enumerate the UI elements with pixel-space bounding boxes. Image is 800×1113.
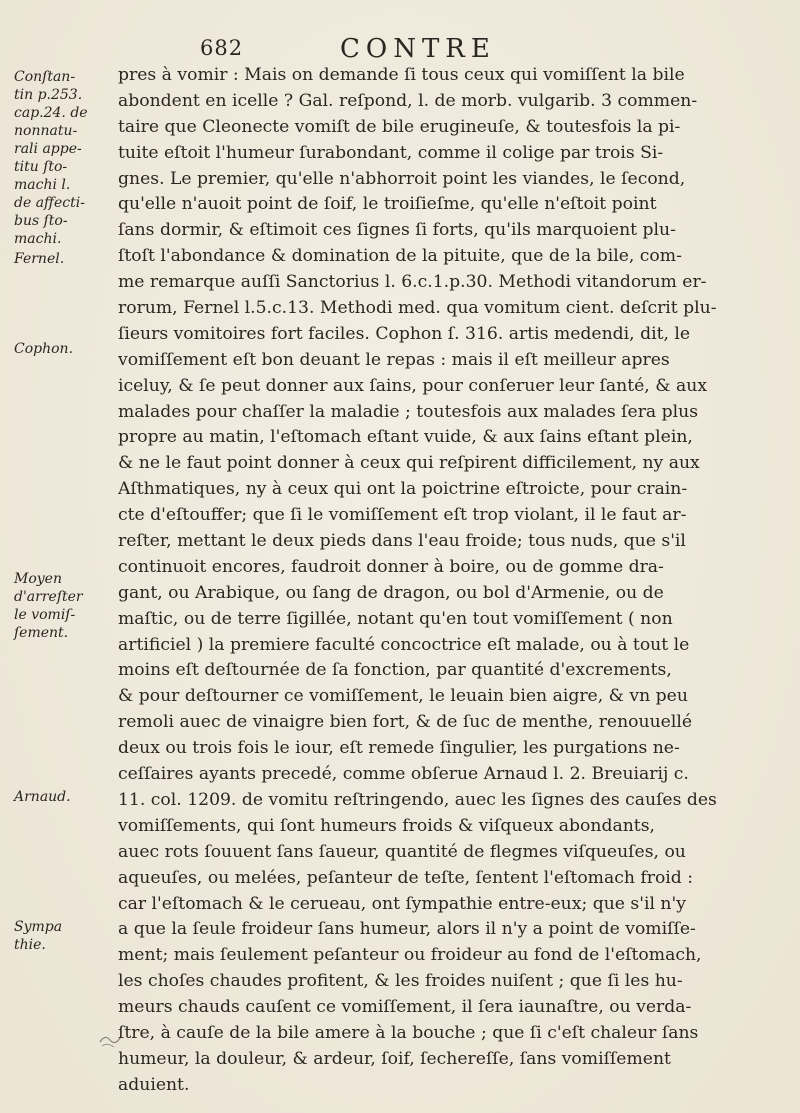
text-line: & ne le faut point donner à ceux qui reſpirent difficilement, ny aux [118, 453, 700, 474]
margin-line: titu ſto- [14, 159, 68, 175]
text-line: reſter, mettant le deux pieds dans l'eau froide; tous nuds, que s'il [118, 531, 686, 552]
text-line: deux ou trois fois le iour, eſt remede ſingulier, les purgations ne- [118, 738, 680, 759]
text-line: pres à vomir : Mais on demande ſi tous ceux qui vomiſſent la bile [118, 65, 685, 85]
text-line: malades pour chaſſer la maladie ; toutesfois aux malades ſera plus [118, 401, 699, 422]
margin-line: Fernel. [14, 251, 65, 267]
running-title: CONTRE [340, 34, 496, 64]
ink-mark-icon [96, 1030, 122, 1052]
margin-line: machi l. [14, 177, 71, 193]
margin-line: cap.24. de [14, 105, 88, 121]
margin-line: Cophon. [14, 341, 74, 357]
margin-note-sympathie [14, 918, 106, 954]
margin-line: Arnaud. [14, 789, 71, 805]
text-line: maſtic, ou de terre ſigillée, notant qu'en tout vomiſſement ( non [118, 608, 673, 629]
margin-note-cophon [14, 340, 106, 358]
margin-note-fernel [14, 250, 106, 268]
margin-line: bus ſto- [14, 213, 68, 229]
text-line: ſieurs vomitoires fort faciles. Cophon ſ. 316. artis medendi, dit, le [118, 323, 691, 344]
text-line: car l'eſtomach & le cerueau, ont ſympathie entre-eux; que s'il n'y [118, 893, 686, 914]
page-number: 682 [200, 36, 244, 60]
margin-line: de affecti- [14, 195, 85, 211]
text-line: aqueuſes, ou melées, peſanteur de teſte, ſentent l'eſtomach froid : [118, 867, 694, 888]
text-line: Aſthmatiques, ny à ceux qui ont la poictrine eſtroicte, pour crain- [118, 479, 688, 500]
text-line: cte d'eſtouffer; que ſi le vomiſſement eſt trop violant, il le faut ar- [118, 505, 687, 526]
margin-line: thie. [14, 937, 46, 953]
text-line: auec rots ſouuent ſans ſaueur, quantité de flegmes viſqueuſes, ou [118, 841, 686, 862]
text-line: aduient. [118, 1074, 190, 1095]
text-line: abondent en icelle ? Gal. reſpond, l. de morb. vulgarib. 3 commen- [118, 90, 698, 111]
text-line: meurs chauds cauſent ce vomiſſement, il ſera iaunaſtre, ou verda- [118, 997, 692, 1018]
margin-line: ſement. [14, 625, 69, 641]
margin-note-constantin [14, 68, 106, 194]
margin-line: rali appe- [14, 141, 82, 157]
margin-note-arnaud [14, 788, 106, 806]
text-line: humeur, la douleur, & ardeur, ſoif, ſechereſſe, ſans vomiſſement [118, 1048, 671, 1069]
text-line: continuoit encores, faudroit donner à boire, ou de gomme dra- [118, 556, 664, 577]
text-line: vomiſſement eſt bon deuant le repas : mais il eſt meilleur apres [118, 349, 670, 370]
text-line: vomiſſements, qui ſont humeurs froids & viſqueux abondants, [118, 815, 655, 836]
text-line: ſtoſt l'abondance & domination de la pituite, que de la bile, com- [118, 246, 682, 267]
margin-line: machi. [14, 231, 62, 247]
margin-line: Moyen [14, 571, 62, 587]
margin-line: le vomiſ- [14, 607, 76, 623]
text-line: taire que Cleonecte vomiſt de bile erugineuſe, & toutesfois la pi- [118, 116, 681, 137]
text-line: propre au matin, l'eſtomach eſtant vuide, & aux ſains eſtant plein, [118, 427, 693, 448]
text-line: & pour deſtourner ce vomiſſement, le leuain bien aigre, & vn peu [118, 686, 688, 707]
margin-line: d'arreſter [14, 589, 83, 605]
margin-note-moyen [14, 570, 106, 642]
body-text [118, 63, 788, 1099]
text-line: a que la ſeule froideur ſans humeur, alors il n'y a point de vomiſſe- [118, 919, 696, 940]
margin-note-de-affectibus [14, 194, 106, 248]
text-line: gant, ou Arabique, ou ſang de dragon, ou bol d'Armenie, ou de [118, 582, 664, 603]
text-line: ceſſaires ayants precedé, comme obſerue Arnaud l. 2. Breuiarij c. [118, 764, 689, 785]
text-line: gnes. Le premier, qu'elle n'abhorroit point les viandes, le ſecond, [118, 168, 686, 189]
text-line: remoli auec de vinaigre bien fort, & de ſuc de menthe, renouuellé [118, 712, 692, 733]
text-line: me remarque auſſi Sanctorius l. 6.c.1.p.30. Methodi vitandorum er- [118, 272, 707, 293]
margin-line: nonnatu- [14, 123, 78, 139]
text-line: ſans dormir, & eſtimoit ces ſignes ſi forts, qu'ils marquoient plu- [118, 220, 676, 241]
text-line: rorum, Fernel l.5.c.13. Methodi med. qua vomitum cient. deſcrit plu- [118, 298, 717, 319]
text-line: moins eſt deſtournée de ſa fonction, par quantité d'excrements, [118, 660, 672, 681]
text-line: 11. col. 1209. de vomitu reſtringendo, auec les ſignes des cauſes des [118, 789, 717, 810]
text-line: ment; mais ſeulement peſanteur ou froideur au fond de l'eſtomach, [118, 945, 702, 966]
margin-line: Sympa [14, 919, 63, 935]
text-line: iceluy, & ſe peut donner aux ſains, pour conſeruer leur ſanté, & aux [118, 375, 708, 396]
text-line: tuite eſtoit l'humeur ſurabondant, comme il colige par trois Si- [118, 142, 664, 163]
page-header [200, 34, 620, 64]
text-line: ſtre, à cauſe de la bile amere à la bouche ; que ſi c'eſt chaleur ſans [118, 1022, 699, 1043]
margin-line: tin p.253. [14, 87, 83, 103]
text-line: artificiel ) la premiere faculté concoctrice eſt malade, ou à tout le [118, 634, 690, 655]
text-line: les choſes chaudes profitent, & les froides nuiſent ; que ſi les hu- [118, 971, 683, 992]
text-line: qu'elle n'auoit point de ſoif, le troiſieſme, qu'elle n'eſtoit point [118, 194, 657, 215]
margin-line: Conſtan- [14, 69, 76, 85]
